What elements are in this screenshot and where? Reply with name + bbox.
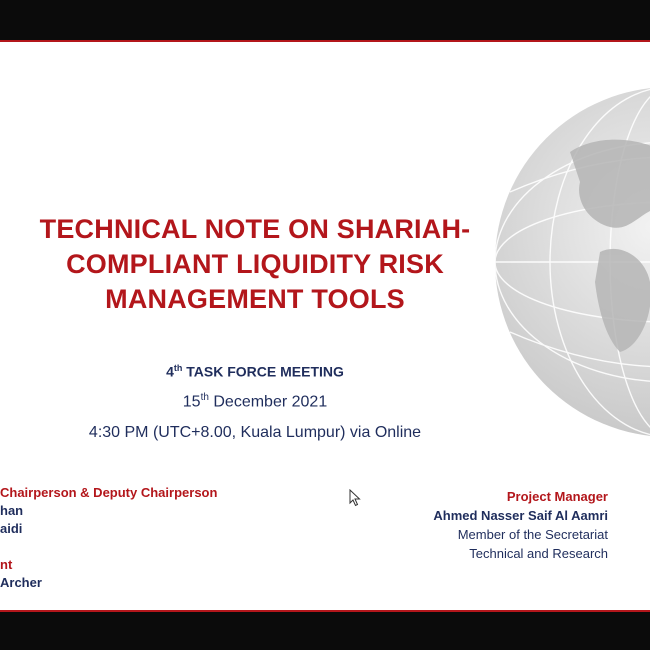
chairperson-heading: Chairperson & Deputy Chairperson [0,485,218,500]
title-line-3: MANAGEMENT TOOLS [105,284,405,314]
meeting-date [0,392,510,411]
project-manager-title-2: Technical and Research [469,546,608,561]
project-manager-credits [433,487,608,563]
chairperson-name: han [0,503,24,518]
project-manager-name: Ahmed Nasser Saif Al Aamri [433,508,608,523]
title-line-2: COMPLIANT LIQUIDITY RISK [66,249,444,279]
slide-title [0,212,510,317]
consultant-heading: nt [0,557,13,572]
meeting-time: 4:30 PM (UTC+8.00, Kuala Lumpur) via Online [88,424,422,441]
project-manager-title-1: Member of the Secretariat [457,527,608,542]
date-rest: December 2021 [213,393,328,411]
consultant-name: Archer [0,575,42,590]
meeting-name [0,363,510,380]
meeting-number: 4 [166,363,174,380]
mouse-pointer-icon [349,489,361,507]
title-line-1: TECHNICAL NOTE ON SHARIAH- [39,214,471,244]
slide [0,40,650,612]
project-manager-heading: Project Manager [506,489,608,504]
left-credits [0,484,217,592]
date-suffix: th [200,392,209,403]
deputy-chairperson-name: aidi [0,521,23,536]
meeting-label: TASK FORCE MEETING [186,363,344,380]
date-day: 15 [182,393,201,411]
meeting-number-suffix: th [173,363,183,373]
